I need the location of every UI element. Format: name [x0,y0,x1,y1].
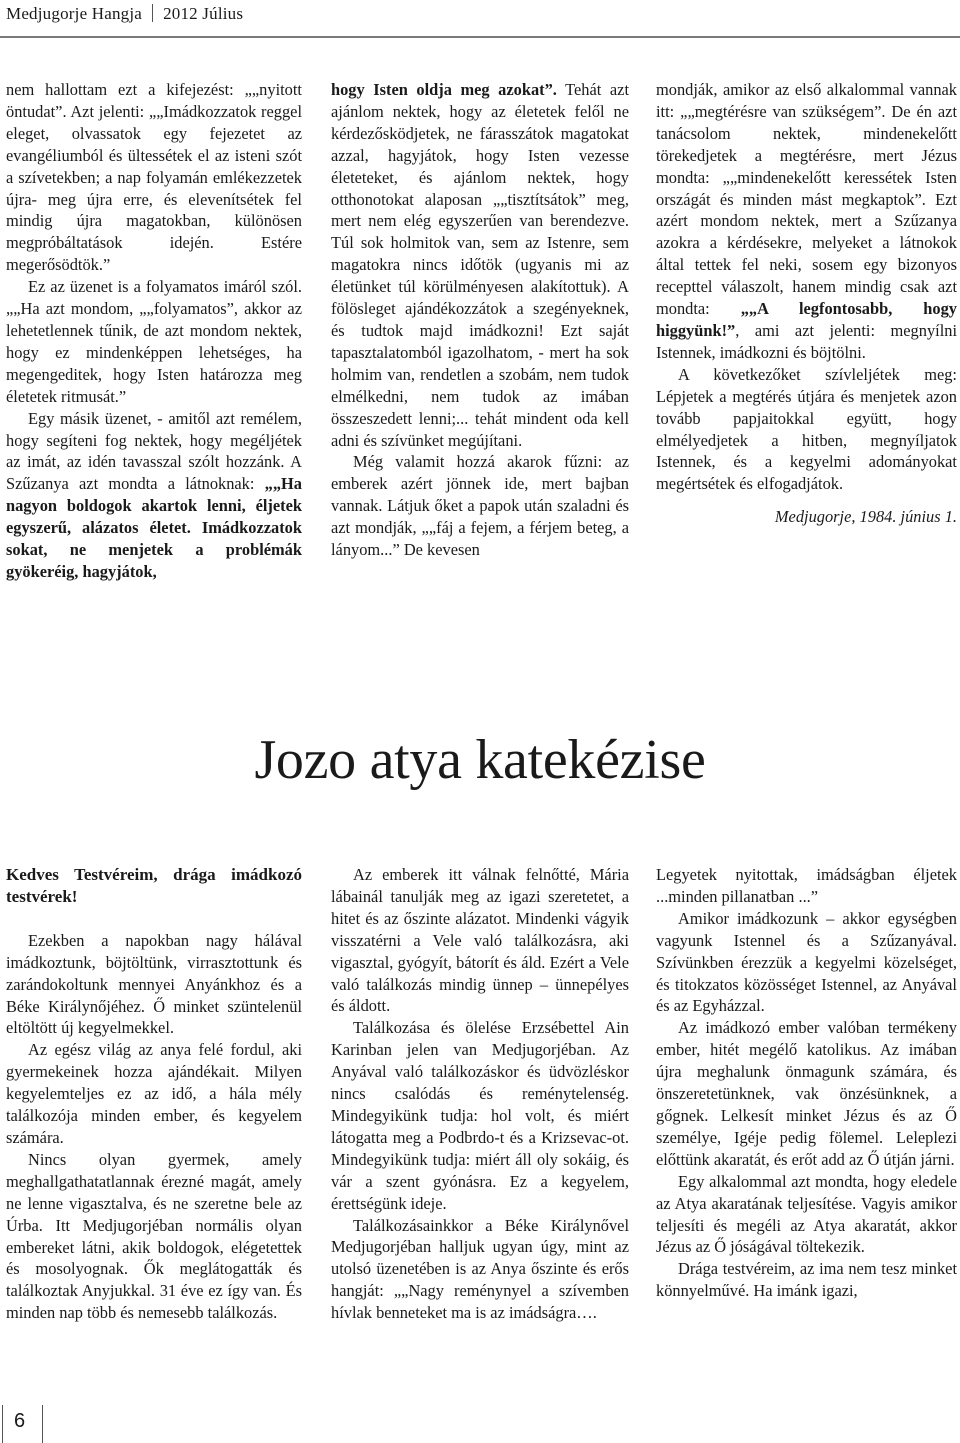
paragraph-text: Egy másik üzenet, - amitől azt remélem, hogy segíteni fog nektek, hogy megéljétek az imát, az idén tavasszal szólt hozzánk. A Szűzanya azt mondta a látnoknak: [6,408,302,494]
paragraph: Találkozásainkkor a Béke Királynővel Medjugorjéban halljuk ugyan úgy, mint az utolsó üzenetében is az Anya őszinte és erős hangját: „„Nagy reménynyel a szívemben hívlak benneteket ma is az imádságra…. [331,1215,629,1323]
top-column-2 [331,79,629,561]
page-footer [0,1405,48,1443]
header-rule [0,36,960,38]
paragraph: A következőket szívleljétek meg: Lépjetek a megtérés útjára és menjetek azon tovább papjaitokkal együtt, hogy elmélyedjetek a hitben, megnyíljatok Istennek, és a kegyelmi adományokat megértsétek és elfogadjátok. [656,364,957,494]
paragraph: Amikor imádkozunk – akkor egységben vagyunk Istennel és a Szűzanyával. Szívünkben érezzük a kegyelmi közelséget, és titokzatos közösséget Istennel, az Anyával és az Egyházzal. [656,908,957,1016]
paragraph: Drága testvéreim, az ima nem tesz minket könnyelművé. Ha imánk igazi, [656,1259,957,1301]
page-number: 6 [14,1410,26,1432]
footer-bar-right [42,1405,43,1443]
paragraph [6,408,302,583]
issue-date: 2012 Július [163,4,244,23]
bottom-column-3 [656,864,957,1302]
paragraph: Az imádkozó ember valóban termékeny ember, hitét megélő katolikus. Az imában újra meghalunk önmagunk számára, és önszeretetünknek, vak önzésünknek, a gőgnek. Lelkesít minket Jézus és az Ő személye, Igéje pedig fölemel. Leleplezi előttünk akaratát, és erőt add az Ő útján járni. [656,1018,957,1169]
top-column-1 [6,79,302,583]
paragraph: Egy alkalommal azt mondta, hogy eledele az Atya akaratának teljesítése. Vagyis amikor teljesíti és megéli az Atya akaratát, akkor Jézus az Ő jóságával töltekezik. [656,1171,957,1257]
paragraph: Legyetek nyitottak, imádságban éljetek ...minden pillanatban ...” [656,865,957,906]
paragraph: nem hallottam ezt a kifejezést: „„nyitott öntudat”. Azt jelenti: „„Imádkozzatok reggel eleget, olvassatok egy fejezetet az evangéliumból és ültessétek el az isteni szót a szívetekben; a nap folyamán emlékezzetek újra- meg újra erre, és elevenítsétek fel mindig újra magatokban, különösen megpróbáltatások idején. Estére megerősödtök.” [6,80,302,275]
paragraph [331,79,629,451]
header-divider [152,4,153,22]
paragraph: Nincs olyan gyermek, amely meghallgathatatlannak érezné magát, amely ne lenne vigasztalva, és ne szeretne bele az Úrba. Itt Medjugorjéban normális olyan embereket látni, akik boldogok, elégetettek és mosolyognak. Ők meglátogatták és találkoztak Anyjukkal. 31 éve ez így van. És minden nap több és nemesebb találkozás. [6,1149,302,1323]
paragraph [656,79,957,364]
quote-bold: „„Ha nagyon boldogok akartok lenni, éljetek egyszerű, alázatos életet. Imádkozzatok sokat, ne menjetek a problémák gyökeréig, hagyjátok, [6,474,302,581]
quote-bold: hogy Isten oldja meg azokat”. [331,80,557,99]
dateline: Medjugorje, 1984. június 1. [774,507,957,527]
paragraph: Az emberek itt válnak felnőtté, Mária lábainál tanulják meg az igazi szeretetet, a hitet és az őszinte alázatot. Mindenki vágyik visszatérni a Vele való találkozásra, aki vigasztal, gyógyít, bátorít és áld. Ezért a Vele való találkozás mindig ünnep – ünnepélyes és áldott. [331,865,629,1016]
salutation [6,864,302,908]
paragraph-text: Tehát azt ajánlom nektek, hogy az életetek felől ne kérdezősködjetek, ne fárasszátok magatokat azzal, hagyjátok, hogy Isten vezesse életeteket, és ajánlom nektek, hogy otthonotokat alaposan „„tisztítsátok” meg, mert nem elég egyszerűen van berendezve. Túl sok holmitok van, sem az Istenre, sem magatokra nincs időtök (ugyanis mi az életünket túl körülményesen alakítottuk). A fölösleget ajándékozzátok a szegényeknek, és tudtok majd imádkozni! Ezt saját tapasztalatomból igazolhatom, - mert ha sok holmim van, rendetlen a szobám, nem tudok elmélkedni, nem tudok az imában összeszedett lenni;... tehát mindent oda kell adni és szívünket megújítani. [331,80,629,450]
paragraph: Még valamit hozzá akarok fűzni: az emberek azért jönnek ide, mert bajban vannak. Látjuk őket a papok után szaladni és azt mondják, „„fáj a fejem, a férjem beteg, a lányom...” De kevesen [331,452,629,560]
paragraph-text: mondják, amikor az első alkalommal vannak itt: „„megtérésre van szükségem”. De én azt tanácsolom nektek, mindenekelőtt törekedjetek a megtérésre, mert Jézus mondta: „„mindenekelőtt keressétek Isten országát és minden mást megkaptok”. Ezt azért mondom nektek, mert a Szűzanya azokra a kérdésekre, melyeket a látnokok által tettek fel neki, sosem egy bizonyos recepttel válaszolt, hanem mindig csak azt mondta: [656,80,957,319]
running-header [6,4,243,24]
article-title: Jozo atya katekézise [254,729,706,791]
paragraph-text: , ami azt jelenti: megnyílni Istennek, imádkozni és böjtölni. [656,320,957,362]
top-column-3 [656,79,957,528]
salutation-text: Kedves Testvéreim, drága imádkozó testvérek! [6,865,302,906]
bottom-column-1 [6,864,302,1324]
paragraph: Az egész világ az anya felé fordul, aki gyermekeinek hozza ajándékait. Milyen kegyelemteljes ez az idő, a hála mély találkozója minden ember, és kegyelem számára. [6,1040,302,1147]
publication-name: Medjugorje Hangja [6,4,143,23]
paragraph: Ezekben a napokban nagy hálával imádkoztunk, böjtöltünk, virrasztottunk és zarándokoltunk mennyei Anyánkhoz és a Béke Királynőjéhez. Ő minket szüntelenül eltöltött új kegyelmekkel. [6,930,302,1038]
footer-bar-left [2,1405,3,1443]
paragraph: Találkozása és ölelése Erzsébettel Ain Karinban jelen van Medjugorjéban. Az Anyával való találkozáskor és üdvözléskor nincs csalódás és reménytelenség. Mindegyikünk tudja: hol volt, és miért látogatta meg a Podbrdo-t és a Krizsevac-ot. Mindegyikünk tudja: miért áll oly sokáig, és vár a szent gyónásra. Ez a kegyelem, érettségünk ideje. [331,1018,629,1213]
bottom-column-2 [331,864,629,1324]
paragraph: Ez az üzenet is a folyamatos imáról szól. „„Ha azt mondom, „„folyamatos”, akkor az lehetetlennek tűnik, de azt mondom nektek, hogy ez mindenképpen lehetséges, ha megengeditek, hogy Isten határozza meg életetek ritmusát.” [6,277,302,406]
quote-bold: „„A legfontosabb, hogy higgyünk!” [656,299,957,340]
